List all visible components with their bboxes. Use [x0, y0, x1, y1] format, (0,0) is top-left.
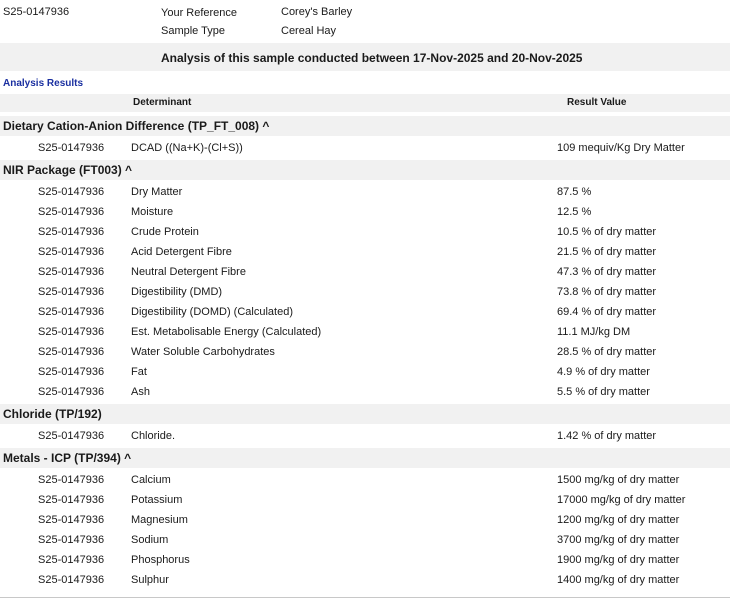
sample-type-value: Cereal Hay	[281, 25, 337, 37]
row-determinant: Ash	[131, 386, 150, 398]
row-determinant: Crude Protein	[131, 226, 199, 238]
row-sample-id: S25-0147936	[38, 430, 105, 442]
analysis-banner: Analysis of this sample conducted between 17-Nov-2025 and 20-Nov-2025	[161, 51, 583, 65]
row-determinant: Magnesium	[131, 514, 188, 526]
row-determinant: Potassium	[131, 494, 183, 506]
reference-label: Your Reference	[161, 7, 238, 19]
row-determinant: Moisture	[131, 206, 174, 218]
row-sample-id: S25-0147936	[38, 206, 105, 218]
row-result-value: 47.3 % of dry matter	[557, 266, 657, 278]
row-determinant: Calcium	[131, 474, 171, 486]
row-sample-id: S25-0147936	[38, 534, 105, 546]
row-sample-id: S25-0147936	[38, 142, 105, 154]
row-result-value: 11.1 MJ/kg DM	[557, 326, 631, 338]
row-result-value: 17000 mg/kg of dry matter	[557, 494, 686, 506]
row-sample-id: S25-0147936	[38, 186, 105, 198]
row-determinant: Phosphorus	[131, 554, 190, 566]
row-sample-id: S25-0147936	[38, 474, 105, 486]
row-sample-id: S25-0147936	[38, 386, 105, 398]
row-determinant: Est. Metabolisable Energy (Calculated)	[131, 326, 322, 338]
row-result-value: 21.5 % of dry matter	[557, 246, 657, 258]
row-result-value: 1400 mg/kg of dry matter	[557, 574, 680, 586]
row-sample-id: S25-0147936	[38, 366, 105, 378]
row-determinant: Water Soluble Carbohydrates	[131, 346, 275, 358]
row-determinant: Chloride.	[131, 430, 176, 442]
section-title: Metals - ICP (TP/394) ^	[3, 451, 132, 465]
row-result-value: 1.42 % of dry matter	[557, 430, 657, 442]
row-result-value: 87.5 %	[557, 186, 592, 198]
section-title: Dietary Cation-Anion Difference (TP_FT_008) ^	[3, 119, 270, 133]
row-result-value: 1900 mg/kg of dry matter	[557, 554, 680, 566]
sample-type-label: Sample Type	[161, 25, 226, 37]
row-determinant: DCAD ((Na+K)-(Cl+S))	[131, 142, 243, 154]
row-result-value: 1500 mg/kg of dry matter	[557, 474, 680, 486]
row-result-value: 3700 mg/kg of dry matter	[557, 534, 680, 546]
row-determinant: Digestibility (DMD)	[131, 286, 223, 298]
row-determinant: Neutral Detergent Fibre	[131, 266, 246, 278]
row-sample-id: S25-0147936	[38, 574, 105, 586]
row-determinant: Sodium	[131, 534, 169, 546]
row-sample-id: S25-0147936	[38, 226, 105, 238]
row-determinant: Fat	[131, 366, 147, 378]
sample-id: S25-0147936	[3, 6, 70, 18]
section-title: Chloride (TP/192)	[3, 407, 102, 421]
row-result-value: 5.5 % of dry matter	[557, 386, 650, 398]
reference-value: Corey's Barley	[281, 6, 353, 18]
row-sample-id: S25-0147936	[38, 246, 105, 258]
column-header-determinant: Determinant	[133, 97, 192, 108]
row-result-value: 1200 mg/kg of dry matter	[557, 514, 680, 526]
row-sample-id: S25-0147936	[38, 306, 105, 318]
row-result-value: 10.5 % of dry matter	[557, 226, 657, 238]
row-determinant: Dry Matter	[131, 186, 183, 198]
row-sample-id: S25-0147936	[38, 326, 105, 338]
row-determinant: Sulphur	[131, 574, 169, 586]
bottom-rule	[0, 597, 730, 598]
row-sample-id: S25-0147936	[38, 554, 105, 566]
analysis-results-title: Analysis Results	[3, 78, 84, 89]
section-header-background	[0, 404, 730, 424]
row-determinant: Digestibility (DOMD) (Calculated)	[131, 306, 293, 318]
row-result-value: 4.9 % of dry matter	[557, 366, 650, 378]
row-result-value: 73.8 % of dry matter	[557, 286, 657, 298]
row-result-value: 69.4 % of dry matter	[557, 306, 657, 318]
row-sample-id: S25-0147936	[38, 286, 105, 298]
row-sample-id: S25-0147936	[38, 266, 105, 278]
row-result-value: 109 mequiv/Kg Dry Matter	[557, 142, 685, 154]
row-determinant: Acid Detergent Fibre	[131, 246, 232, 258]
row-sample-id: S25-0147936	[38, 494, 105, 506]
column-header-result: Result Value	[567, 97, 627, 108]
row-result-value: 12.5 %	[557, 206, 592, 218]
row-result-value: 28.5 % of dry matter	[557, 346, 657, 358]
row-sample-id: S25-0147936	[38, 514, 105, 526]
row-sample-id: S25-0147936	[38, 346, 105, 358]
section-title: NIR Package (FT003) ^	[3, 163, 133, 177]
